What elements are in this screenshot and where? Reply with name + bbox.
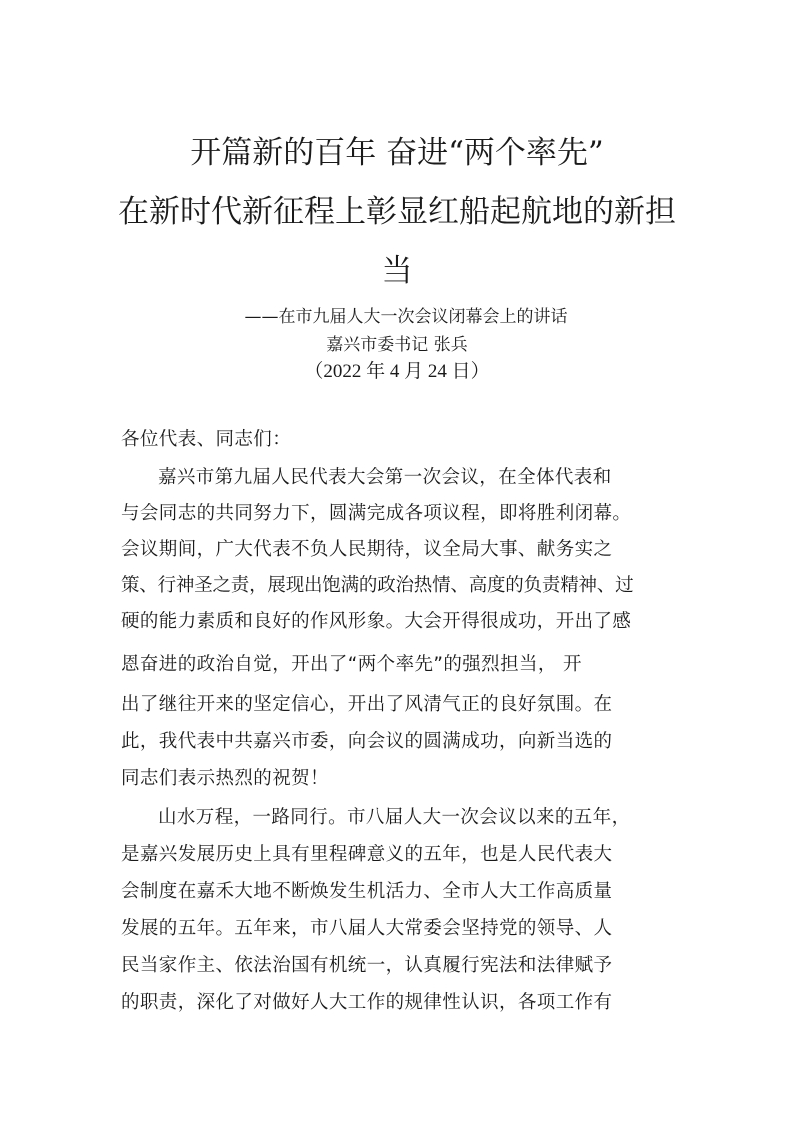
- subtitle: ——在市九届人大一次会议闭幕会上的讲话: [244, 307, 568, 327]
- paragraph-1-line: 硬的能力素质和良好的作风形象。大会开得很成功，开出了感: [121, 611, 632, 632]
- paragraph-1-line: 出了继往开来的坚定信心，开出了风清气正的良好氛围。在: [121, 694, 613, 715]
- salutation: 各位代表、同志们：: [121, 429, 292, 450]
- paragraph-1-line: 恩奋进的政治自觉，开出了“两个率先”的强烈担当， 开: [121, 654, 582, 675]
- paragraph-1-line: 嘉兴市第九届人民代表大会第一次会议，在全体代表和: [158, 467, 612, 488]
- paragraph-1-line: 与会同志的共同努力下，圆满完成各项议程，即将胜利闭幕。: [121, 503, 632, 524]
- title-line-3: 当: [381, 253, 413, 289]
- paragraph-1-line: 策、行神圣之责，展现出饱满的政治热情、高度的负责精神、过: [121, 575, 634, 596]
- paragraph-2-line: 民当家作主、依法治国有机统一，认真履行宪法和法律赋予: [121, 955, 613, 976]
- speech-date: （2022 年 4 月 24 日）: [304, 361, 490, 382]
- paragraph-2-line: 是嘉兴发展历史上具有里程碑意义的五年，也是人民代表大: [121, 844, 613, 865]
- speaker: 嘉兴市委书记 张兵: [326, 335, 468, 355]
- title-line-1: 开篇新的百年 奋进“两个率先”: [190, 135, 604, 171]
- paragraph-1-line: 此，我代表中共嘉兴市委，向会议的圆满成功，向新当选的: [121, 731, 613, 752]
- paragraph-1-line: 会议期间，广大代表不负人民期待，议全局大事、献务实之: [121, 539, 613, 560]
- paragraph-2-line: 的职责，深化了对做好人大工作的规律性认识，各项工作有: [121, 992, 613, 1013]
- title-line-2: 在新时代新征程上彰显红船起航地的新担: [118, 194, 676, 230]
- paragraph-2-line: 山水万程，一路同行。市八届人大一次会议以来的五年，: [158, 807, 631, 828]
- paragraph-1-line: 同志们表示热烈的祝贺！: [121, 768, 329, 789]
- paragraph-2-line: 会制度在嘉禾大地不断焕发生机活力、全市人大工作高质量: [121, 881, 613, 902]
- paragraph-2-line: 发展的五年。五年来，市八届人大常委会坚持党的领导、人: [121, 918, 613, 939]
